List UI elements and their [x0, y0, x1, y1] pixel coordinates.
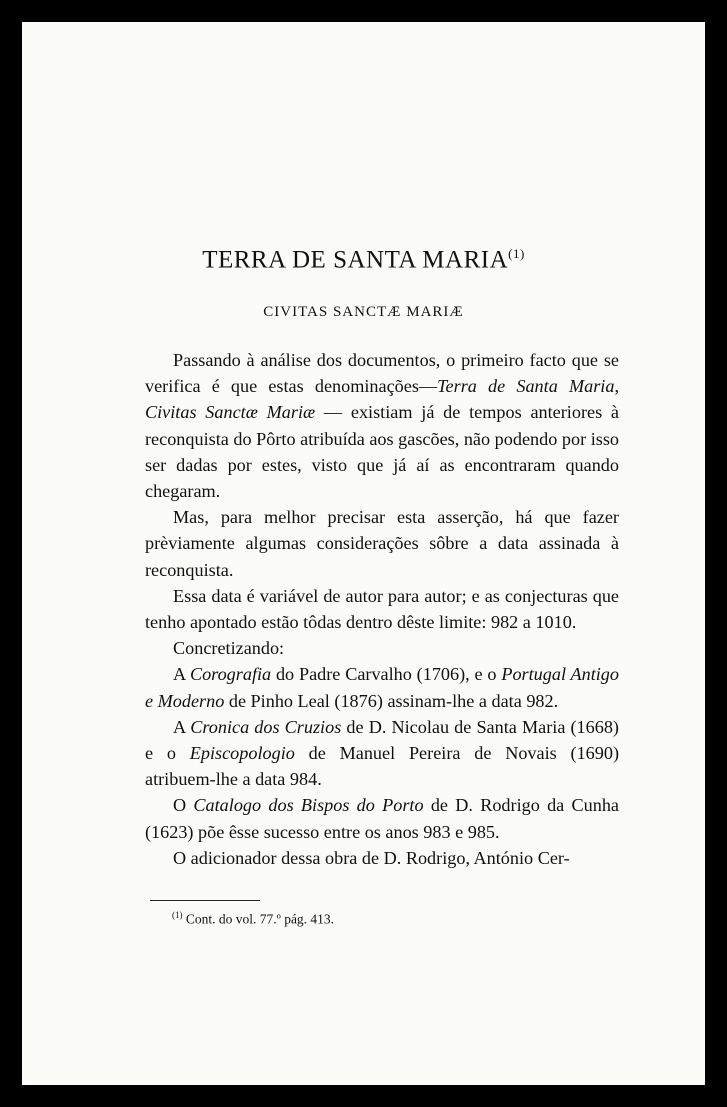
paragraph-1: Passando à análise dos documentos, o primeiro facto que se verifica é que estas denominações—Terra de Santa Maria, Civitas Sanctæ Mariæ — existiam já de tempos anteriores à reconquista do Pôrto atribuída aos gascões, não podendo por isso ser dadas por estes, visto que já aí as encontraram quando chegaram.	[145, 350, 619, 502]
paragraph-6: A Cronica dos Cruzios de D. Nicolau de Santa Maria (1668) e o Episcopologio de Manuel Pereira de Novais (1690) atribuem-lhe a data 984.	[145, 716, 620, 790]
footnote-text: Cont. do vol. 77.º pág. 413.	[185, 911, 335, 927]
paragraph-2: Mas, para melhor precisar esta asserção, há que fazer prèviamente algumas considerações sôbre a data assinada à reconquista.	[145, 507, 619, 580]
footnote-mark: (1)	[172, 910, 183, 920]
paragraph-3: Essa data é variável de autor para autor; e as conjecturas que tenho apontado estão tôdas dentro dêste limite: 982 a 1010.	[145, 585, 619, 633]
title-text: TERRA DE SANTA MARIA	[202, 246, 509, 274]
paragraph-8: O adicionador dessa obra de D. Rodrigo, António Cer-	[173, 847, 570, 868]
page-title	[22, 246, 705, 274]
paragraph-5: A Corografia do Padre Carvalho (1706), e o Portugal Antigo e Moderno de Pinho Leal (1876) assinam-lhe a data 982.	[145, 664, 619, 711]
paragraph-7: O Catalogo dos Bispos do Porto de D. Rodrigo da Cunha (1623) põe êsse sucesso entre os anos 983 e 985.	[145, 795, 619, 842]
footnote-divider	[150, 900, 260, 901]
footnote	[172, 910, 334, 928]
document-page	[22, 22, 705, 1085]
section-subtitle: CIVITAS SANCTÆ MARIÆ	[263, 304, 464, 320]
body-text	[145, 347, 619, 871]
footnote-reference: (1)	[508, 246, 525, 261]
paragraph-4: Concretizando:	[173, 638, 285, 659]
